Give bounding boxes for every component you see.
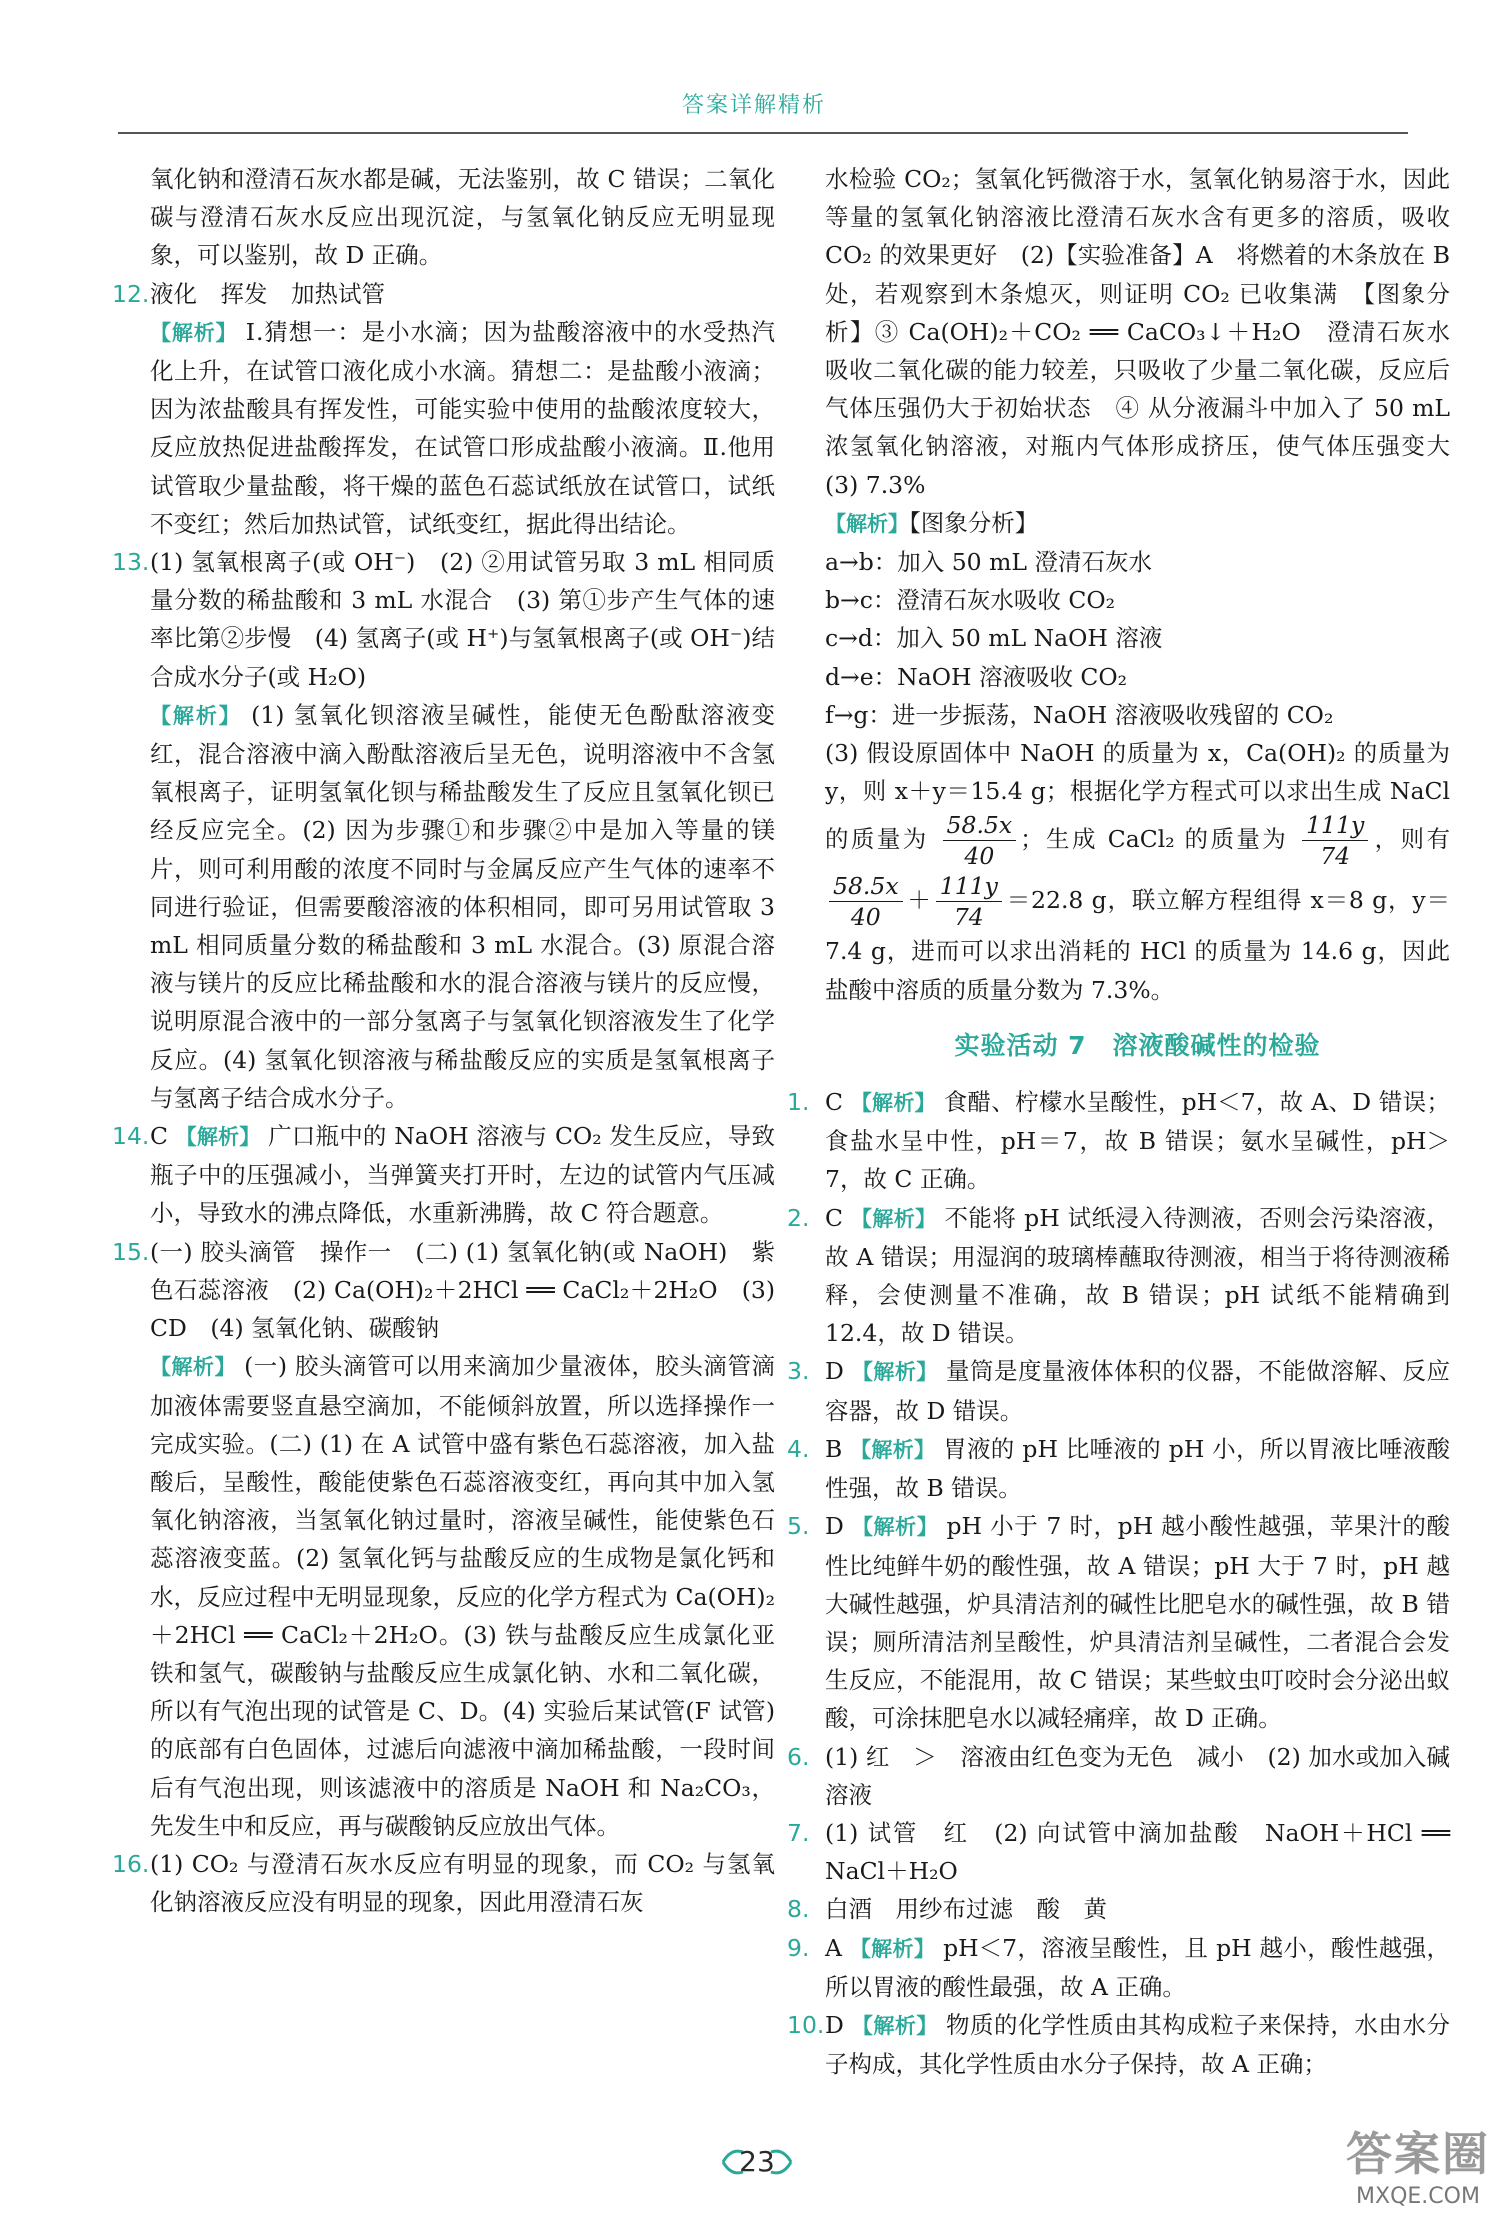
question-number: 15. [112, 1237, 150, 1266]
question-number: 5. [787, 1512, 810, 1541]
denominator: 40 [850, 903, 881, 932]
exercise-item [787, 1738, 1450, 1814]
exercise-item [787, 1352, 1450, 1429]
answer-text: (1) 试管 红 (2) 向试管中滴加盐酸 NaOH＋HCl ══ NaCl＋H₂O [825, 1818, 1450, 1886]
question-15 [112, 1233, 775, 1845]
page-number: 23 [739, 2145, 775, 2178]
question-number: 8. [787, 1895, 810, 1924]
numerator: 58.5x [829, 871, 903, 902]
answer-text: D [825, 1357, 844, 1386]
numerator: 111y [936, 871, 1002, 902]
analysis-text: 广口瓶中的 NaOH 溶液与 CO₂ 发生反应，导致瓶子中的压强减小，当弹簧夹打开时，左边的试管内气压减小，导致水的沸点降低，水重新沸腾，故 C 符合题意。 [150, 1122, 775, 1228]
analysis-tag: 【解析】 [850, 1206, 937, 1231]
analysis-text: 不能将 pH 试纸浸入待测液，否则会污染溶液，故 A 错误；用湿润的玻璃棒蘸取待测液，相当于将待测液稀释，会使测量不准确，故 B 错误；pH 试纸不能精确到 12.4，故 D 错误。 [825, 1203, 1450, 1348]
graph-step-line: c→d：加入 50 mL NaOH 溶液 [825, 624, 1163, 653]
plus-sign: ＋ [906, 886, 932, 915]
answer-text: B [825, 1434, 843, 1463]
analysis-tag: 【解析】 [851, 1360, 938, 1385]
question-number: 10. [787, 2010, 825, 2039]
denominator: 40 [964, 842, 995, 871]
analysis-text: 量筒是度量液体体积的仪器，不能做溶解、反应容器，故 D 错误。 [825, 1357, 1450, 1425]
right-column [787, 160, 1474, 2083]
analysis-text: 物质的化学性质由其构成粒子来保持，水由水分子构成，其化学性质由水分子保持，故 A 正确； [825, 2010, 1450, 2079]
question-number: 13. [112, 548, 150, 577]
continued-paragraph: 水检验 CO₂；氢氧化钙微溶于水，氢氧化钠易溶于水，因此等量的氢氧化钠溶液比澄清石灰水含有更多的溶质，吸收 CO₂ 的效果更好 (2)【实验准备】A 将燃着的木条放在 B 处，若观察到木条熄灭，则证明 CO₂ 已收集满 【图象分析】③ Ca(OH)₂＋CO₂ ══ CaCO₃↓＋H₂O 澄清石灰水吸收二氧化碳的能力较差，只吸收了少量二氧化碳，反应后气体压强仍大于初始状态 ④ 从分液漏斗中加入了 50 mL 浓氢氧化钠溶液，对瓶内气体形成挤压，使气体压强变大 (3) 7.3% [825, 165, 1474, 499]
analysis-tag: 【解析】 [850, 1091, 936, 1116]
exercise-item [787, 1199, 1450, 1353]
numerator: 111y [1302, 810, 1368, 841]
calc-text: ，则有 [1372, 825, 1450, 854]
question-number: 4. [787, 1434, 810, 1463]
answer-text: (一) 胶头滴管 操作一 (二) (1) 氢氧化钠(或 NaOH) 紫色石蕊溶液 (2) Ca(OH)₂＋2HCl ══ CaCl₂＋2H₂O (3) CD (4) 氢氧化钠、碳酸钠 [150, 1237, 775, 1343]
answer-text: (1) 氢氧根离子(或 OH⁻) (2) ②用试管另取 3 mL 相同质量分数的稀盐酸和 3 mL 水混合 (3) 第①步产生气体的速率比第②步慢 (4) 氢离子(或 H⁺)与氢氧根离子(或 OH⁻)结合成水分子(或 H₂O) [150, 548, 775, 691]
question-16 [112, 1845, 775, 1921]
question-13 [112, 543, 775, 1117]
question-number: 9. [787, 1933, 810, 1962]
question-number: 2. [787, 1203, 810, 1232]
page-number-badge [717, 2142, 797, 2182]
question-number: 14. [112, 1122, 150, 1151]
left-column [112, 160, 775, 1921]
fraction [936, 871, 1002, 932]
fraction [1302, 810, 1368, 871]
graph-step-line: a→b：加入 50 mL 澄清石灰水 [825, 548, 1152, 577]
analysis-tag: 【解析】 [851, 2013, 938, 2038]
analysis-tag: 【解析】 [150, 703, 242, 728]
exercise-item [787, 1890, 1450, 1928]
analysis-tag: 【解析】 [150, 320, 238, 345]
question-number: 7. [787, 1818, 810, 1847]
answer-text: 液化 挥发 加热试管 [150, 279, 385, 308]
question-number: 1. [787, 1088, 810, 1117]
page-header-title: 答案详解精析 [681, 93, 826, 118]
analysis-text: pH＜7，溶液呈酸性，且 pH 越小，酸性越强，所以胃液的酸性最强，故 A 正确。 [825, 1933, 1450, 2001]
question-number: 3. [787, 1357, 810, 1386]
calc-text: (3) 假设原固体中 NaOH 的质量为 x，Ca(OH)₂ 的质量为 y，则 x＋y＝15.4 g；根据化学方程式可以求出生成 NaCl 的质量为 [825, 739, 1450, 854]
exercise-item [787, 1929, 1450, 2006]
question-16-analysis [825, 504, 1450, 734]
fraction [829, 871, 903, 932]
analysis-text: (1) 氢氧化钡溶液呈碱性，能使无色酚酞溶液变红，混合溶液中滴入酚酞溶液后呈无色，说明溶液中不含氢氧根离子，证明氢氧化钡与稀盐酸发生了反应且氢氧化钡已经反应完全。(2) 因为步骤①和步骤②中是加入等量的镁片，则可利用酸的浓度不同时与金属反应产生气体的速率不同进行验证，但需要酸溶液的体积相同，即可另用试管取 3 mL 相同质量分数的稀盐酸和 3 mL 水混合。(3) 原混合溶液与镁片的反应比稀盐酸和水的混合溶液与镁片的反应慢，说明原混合液中的一部分氢离子与氢氧化钡溶液发生了化学反应。(4) 氢氧化钡溶液与稀盐酸反应的实质是氢氧根离子与氢离子结合成水分子。 [150, 700, 775, 1112]
analysis-tag: 【解析】 [849, 1936, 936, 1961]
analysis-text: 胃液的 pH 比唾液的 pH 小，所以胃液比唾液酸性强，故 B 错误。 [825, 1434, 1450, 1503]
graph-step-line: b→c：澄清石灰水吸收 CO₂ [825, 586, 1116, 615]
question-number: 6. [787, 1742, 810, 1771]
answer-text: 白酒 用纱布过滤 酸 黄 [825, 1895, 1107, 1924]
exercise-item [787, 2006, 1450, 2083]
question-12 [112, 275, 775, 543]
denominator: 74 [953, 903, 984, 932]
answer-text: A [825, 1933, 842, 1962]
analysis-tag: 【解析】 [175, 1125, 261, 1150]
analysis-heading: 【图象分析】 [909, 508, 1039, 537]
header-divider [118, 132, 1408, 134]
analysis-text: (一) 胶头滴管可以用来滴加少量液体，胶头滴管滴加液体需要竖直悬空滴加，不能倾斜放置，所以选择操作一完成实验。(二) (1) 在 A 试管中盛有紫色石蕊溶液，加入盐酸后，呈酸性，酸能使紫色石蕊溶液变红，再向其中加入氢氧化钠溶液，当氢氧化钠过量时，溶液呈碱性，能使紫色石蕊溶液变蓝。(2) 氢氧化钙与盐酸反应的生成物是氯化钙和水，反应过程中无明显现象，反应的化学方程式为 Ca(OH)₂＋2HCl ══ CaCl₂＋2H₂O。(3) 铁与盐酸反应生成氯化亚铁和氢气，碳酸钠与盐酸反应生成氯化钠、水和二氧化碳，所以有气泡出现的试管是 C、D。(4) 实验后某试管(F 试管)的底部有白色固体，过滤后向滤液中滴加稀盐酸，一段时间后有气泡出现，则该滤液中的溶质是 NaOH 和 Na₂CO₃，先发生中和反应，再与碳酸钠反应放出气体。 [150, 1352, 775, 1840]
analysis-text: Ⅰ.猜想一：是小水滴；因为盐酸溶液中的水受热汽化上升，在试管口液化成小水滴。猜想二：是盐酸小液滴；因为浓盐酸具有挥发性，可能实验中使用的盐酸浓度较大，反应放热促进盐酸挥发，在试管口形成盐酸小液滴。Ⅱ.他用试管取少量盐酸，将干燥的蓝色石蕊试纸放在试管口，试纸不变红；然后加热试管，试纸变红，据此得出结论。 [150, 317, 775, 538]
numerator: 58.5x [943, 810, 1017, 841]
watermark [1346, 2118, 1490, 2209]
calc-text: ；生成 CaCl₂ 的质量为 [1020, 825, 1289, 854]
section-title: 实验活动 7 溶液酸碱性的检验 [954, 1030, 1321, 1060]
answer-text: D [825, 1512, 844, 1541]
graph-step-line: d→e：NaOH 溶液吸收 CO₂ [825, 662, 1128, 691]
analysis-text: pH 小于 7 时，pH 越小酸性越强，苹果汁的酸性比纯鲜牛奶的酸性强，故 A 错误；pH 大于 7 时，pH 越大碱性越强，炉具清洁剂的碱性比肥皂水的碱性强，故 B 错误；厕所清洁剂呈酸性，炉具清洁剂呈碱性，二者混合会发生反应，不能混用，故 C 错误；某些蚊虫叮咬时会分泌出蚁酸，可涂抹肥皂水以减轻痛痒，故 D 正确。 [825, 1512, 1451, 1733]
denominator: 74 [1320, 842, 1351, 871]
continued-paragraph: 氧化钠和澄清石灰水都是碱，无法鉴别，故 C 错误；二氧化碳与澄清石灰水反应出现沉淀，与氢氧化钠反应无明显现象，可以鉴别，故 D 正确。 [150, 165, 775, 270]
analysis-tag: 【解析】 [825, 511, 909, 536]
calculation-paragraph [825, 734, 1450, 1009]
exercise-item [787, 1083, 1450, 1199]
question-number: 12. [112, 279, 150, 308]
answer-text: (1) CO₂ 与澄清石灰水反应有明显的现象，而 CO₂ 与氢氧化钠溶液反应没有明显的现象，因此用澄清石灰 [150, 1849, 775, 1917]
calc-text: ＝22.8 g，联立解方程组得 x＝8 g，y＝7.4 g，进而可以求出消耗的 HCl 的质量为 14.6 g，因此盐酸中溶质的质量分数为 7.3%。 [825, 886, 1450, 1004]
watermark-logo: 答案圈 [1346, 2127, 1490, 2181]
answer-text: D [825, 2010, 844, 2039]
analysis-tag: 【解析】 [850, 1437, 936, 1462]
exercise-item [787, 1507, 1451, 1737]
answer-text: C [150, 1122, 168, 1151]
question-14 [112, 1117, 775, 1233]
answer-text: (1) 红 ＞ 溶液由红色变为无色 减小 (2) 加水或加入碱溶液 [825, 1742, 1450, 1809]
analysis-text: 食醋、柠檬水呈酸性，pH＜7，故 A、D 错误；食盐水呈中性，pH＝7，故 B 错误；氨水呈碱性，pH＞7，故 C 正确。 [825, 1088, 1450, 1194]
graph-step-line: f→g：进一步振荡，NaOH 溶液吸收残留的 CO₂ [825, 700, 1334, 729]
fraction [943, 810, 1017, 871]
answer-text: C [825, 1203, 843, 1232]
exercise-item [787, 1430, 1450, 1507]
analysis-tag: 【解析】 [150, 1355, 237, 1380]
exercise-item [787, 1814, 1450, 1890]
watermark-url: MXQE.COM [1356, 2184, 1480, 2209]
analysis-tag: 【解析】 [851, 1515, 939, 1540]
answer-text: C [825, 1088, 843, 1117]
question-number: 16. [112, 1849, 150, 1878]
